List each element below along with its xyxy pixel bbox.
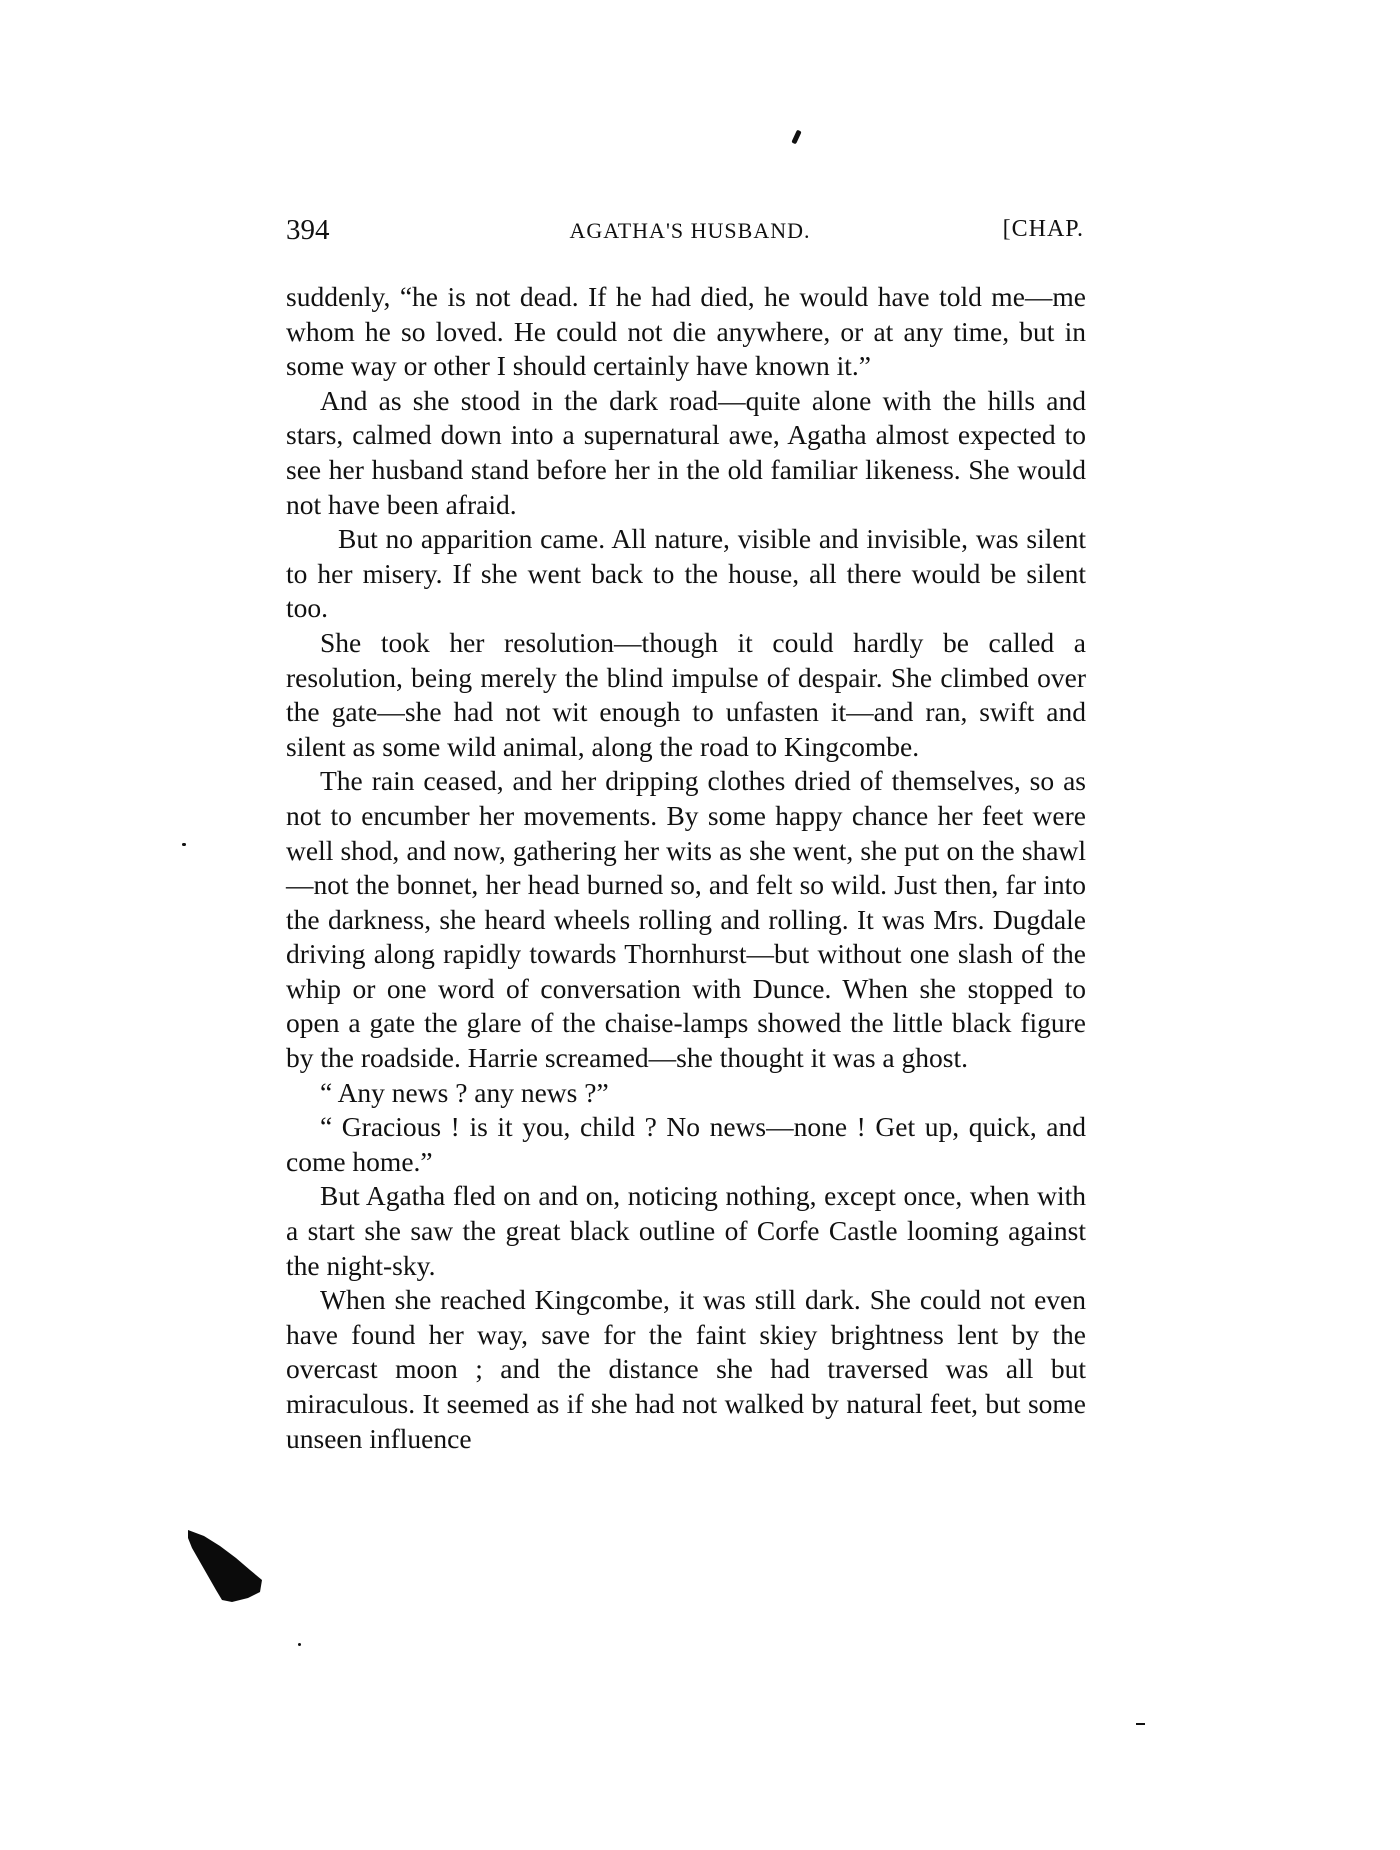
paragraph: The rain ceased, and her dripping clothes dried of themselves, so as not to encumber her movements. By some happy chance her feet were well shod, and now, gathering her wits as she went, she put on the shawl—not the bonnet, her head burned so, and felt so wild. Just then, far into the darkness, she heard wheels rolling and rolling. It was Mrs. Dugdale driving along rapidly towards Thornhurst—but without one slash of the whip or one word of conversation with Dunce. When she stopped to open a gate the glare of the chaise-lamps showed the little black figure by the roadside. Harrie screamed—she thought it was a ghost. — [286, 765, 1086, 1074]
paragraph: But Agatha fled on and on, noticing nothing, except once, when with a start she saw the great black outline of Corfe Castle looming against the night-sky. — [286, 1180, 1086, 1281]
paragraph: “ Any news ? any news ?” — [320, 1076, 609, 1108]
paragraph: “ Gracious ! is it you, child ? No news—none ! Get up, quick, and come home.” — [286, 1111, 1086, 1177]
ink-speck-top — [791, 130, 801, 145]
body-text — [286, 280, 1086, 1456]
margin-speck-bottom-right — [1136, 1723, 1145, 1725]
paragraph: But no apparition came. All nature, visible and invisible, was silent to her misery. If she went back to the house, all there would be silent too. — [286, 523, 1086, 624]
ink-blot — [186, 1528, 266, 1604]
paragraph: And as she stood in the dark road—quite alone with the hills and stars, calmed down into a supernatural awe, Agatha almost expected to see her husband stand before her in the old familiar likeness. She would not have been afraid. — [286, 384, 1086, 520]
chapter-label: [CHAP. — [1002, 216, 1084, 242]
page-number: 394 — [286, 214, 330, 246]
margin-speck-left — [182, 843, 186, 846]
margin-speck-bottom-left — [298, 1643, 301, 1646]
paragraph: suddenly, “he is not dead. If he had died, he would have told me—me whom he so loved. He could not die anywhere, or at any time, but in some way or other I should certainly have known it.” — [286, 281, 1086, 382]
paragraph: She took her resolution—though it could hardly be called a resolution, being merely the blind impulse of despair. She climbed over the gate—she had not wit enough to unfasten it—and ran, swift and silent as some wild animal, along the road to Kingcombe. — [286, 626, 1086, 762]
paragraph: When she reached Kingcombe, it was still dark. She could not even have found her way, save for the faint skiey brightness lent by the overcast moon ; and the distance she had traversed was all but miraculous. It seemed as if she had not walked by natural feet, but some unseen influence — [286, 1284, 1086, 1454]
page-header — [286, 214, 1094, 254]
running-title: AGATHA'S HUSBAND. — [569, 218, 811, 243]
